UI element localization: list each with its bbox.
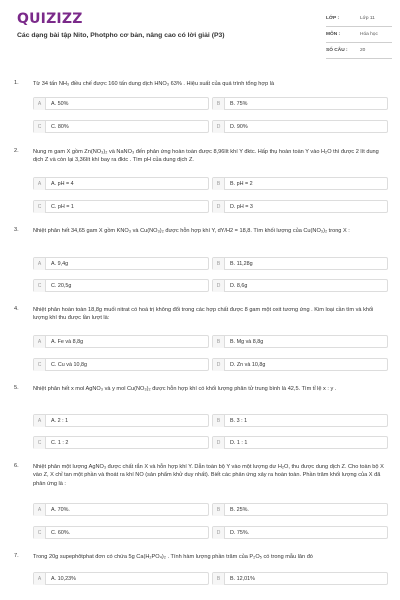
- option-text: B. 12,01%: [230, 576, 255, 582]
- question-text: Nhiệt phân hết 34,65 gam X gồm KNO₃ và Cu(NO₃)₂ được hỗn hợp khí Y, dY/H2 = 18,8. Tìm khối lượng của Cu(NO₃)₂ trong X :: [33, 228, 350, 234]
- meta-row-subject: [326, 27, 392, 43]
- option-letter: D: [213, 527, 225, 539]
- option-a[interactable]: [33, 177, 209, 190]
- option-text: C. Cu và 10,8g: [51, 362, 87, 368]
- option-text: D. 75%.: [230, 530, 250, 536]
- option-text: D. 90%: [230, 124, 248, 130]
- option-letter: B: [213, 98, 225, 110]
- question-text: Nhiệt phân một lượng AgNO₃ được chất rắn X và hỗn hợp khí Y. Dẫn toàn bộ Y vào một lượng dư H₂O, thu được dung dịch Z. Cho toàn bộ X vào Z, X chỉ tan một phần và thoát ra khí NO (sản phẩm khử duy nhất). Biết các phản ứng xảy ra hoàn toàn. Phần trăm khối lượng của X đã phản ứng là :: [33, 464, 384, 487]
- option-a[interactable]: [33, 414, 209, 427]
- question-number: 2.: [14, 148, 19, 154]
- option-text: D. pH = 3: [230, 204, 253, 210]
- question-text: Nhiệt phân hoàn toàn 18,8g muối nitrat có hoá trị không đổi trong các hợp chất được 8 gam một oxit tương ứng . Kim loại cần tìm và khối lượng khí thu được lần lượt là:: [33, 307, 374, 322]
- option-c[interactable]: [33, 358, 209, 371]
- option-text: D. 8,6g: [230, 283, 248, 289]
- quizizz-logo: QUIZIZZ: [17, 11, 83, 27]
- option-b[interactable]: [212, 414, 388, 427]
- question-text: Nung m gam X gồm Zn(NO₃)₂ và NaNO₃ đến phản ứng hoàn toàn được 8,96lít khí Y đktc. Hấp thụ hoàn toàn Y vào H₂O thì được 2 lít dung dịch Z và còn lại 3,36lít khí bay ra đktc . Tìm pH của dung dịch Z.: [33, 149, 379, 164]
- option-letter: A: [34, 415, 46, 427]
- option-text: B. 75%: [230, 101, 248, 107]
- meta-value: 20: [360, 48, 366, 53]
- question-number: 7.: [14, 553, 19, 559]
- option-c[interactable]: [33, 526, 209, 539]
- option-letter: C: [34, 121, 46, 133]
- option-d[interactable]: [212, 279, 388, 292]
- option-text: A. 50%: [51, 101, 69, 107]
- option-b[interactable]: [212, 177, 388, 190]
- option-text: B. pH = 2: [230, 181, 253, 187]
- option-letter: C: [34, 201, 46, 213]
- question-text: Trong 20g supephôtphat đơn có chứa 5g Ca(H₂PO₄)₂ . Tính hàm lượng phần trăm của P₂O₅ có trong mẫu lân đó: [33, 554, 313, 560]
- question-number: 3.: [14, 227, 19, 233]
- option-d[interactable]: [212, 200, 388, 213]
- meta-value: Hóa học: [360, 32, 378, 37]
- option-letter: C: [34, 437, 46, 449]
- option-text: C. 1 : 2: [51, 440, 69, 446]
- option-text: C. 60%.: [51, 530, 71, 536]
- option-text: B. Mg và 8,8g: [230, 339, 264, 345]
- meta-value: Lớp 11: [360, 16, 375, 21]
- question-number: 1.: [14, 80, 19, 86]
- option-letter: B: [213, 178, 225, 190]
- option-letter: A: [34, 504, 46, 516]
- option-b[interactable]: [212, 257, 388, 270]
- option-letter: B: [213, 504, 225, 516]
- document-header: [0, 0, 400, 68]
- option-letter: D: [213, 437, 225, 449]
- option-d[interactable]: [212, 526, 388, 539]
- option-letter: B: [213, 258, 225, 270]
- meta-label: SỐ CÂU :: [326, 48, 348, 53]
- option-text: A. 70%.: [51, 507, 70, 513]
- option-c[interactable]: [33, 120, 209, 133]
- option-b[interactable]: [212, 97, 388, 110]
- option-letter: A: [34, 98, 46, 110]
- option-d[interactable]: [212, 436, 388, 449]
- option-text: A. pH = 4: [51, 181, 74, 187]
- option-text: B. 11,28g: [230, 261, 253, 267]
- option-c[interactable]: [33, 200, 209, 213]
- meta-label: MÔN :: [326, 32, 341, 37]
- option-text: A. 10,23%: [51, 576, 76, 582]
- option-a[interactable]: [33, 97, 209, 110]
- meta-label: LỚP :: [326, 16, 340, 21]
- option-text: A. 9,4g: [51, 261, 69, 267]
- option-text: C. pH = 1: [51, 204, 74, 210]
- option-text: C. 20,5g: [51, 283, 72, 289]
- option-text: C. 80%: [51, 124, 69, 130]
- option-b[interactable]: [212, 503, 388, 516]
- option-letter: C: [34, 527, 46, 539]
- option-letter: A: [34, 178, 46, 190]
- option-letter: B: [213, 573, 225, 585]
- option-letter: B: [213, 336, 225, 348]
- option-a[interactable]: [33, 572, 209, 585]
- option-text: B. 3 : 1: [230, 418, 248, 424]
- option-text: A. Fe và 8,8g: [51, 339, 84, 345]
- option-a[interactable]: [33, 335, 209, 348]
- option-text: A. 2 : 1: [51, 418, 69, 424]
- meta-row-grade: [326, 11, 392, 27]
- option-letter: D: [213, 121, 225, 133]
- question-number: 5.: [14, 385, 19, 391]
- option-letter: C: [34, 280, 46, 292]
- option-letter: D: [213, 201, 225, 213]
- option-a[interactable]: [33, 257, 209, 270]
- option-letter: C: [34, 359, 46, 371]
- option-a[interactable]: [33, 503, 209, 516]
- option-text: D. 1 : 1: [230, 440, 248, 446]
- option-text: D. Zn và 10,8g: [230, 362, 266, 368]
- document-title: Các dạng bài tập Nito, Photpho cơ bản, nâng cao có lời giải (P3): [17, 32, 225, 39]
- option-letter: A: [34, 258, 46, 270]
- option-b[interactable]: [212, 572, 388, 585]
- option-d[interactable]: [212, 120, 388, 133]
- question-number: 6.: [14, 463, 19, 469]
- option-text: B. 25%.: [230, 507, 249, 513]
- option-letter: A: [34, 573, 46, 585]
- option-letter: D: [213, 280, 225, 292]
- option-letter: B: [213, 415, 225, 427]
- option-b[interactable]: [212, 335, 388, 348]
- question-text: Nhiệt phân hết x mol AgNO₃ và y mol Cu(NO₃)₂ được hỗn hợp khí có khối lượng phân tử trung bình là 42,5. Tìm tỉ lệ x : y .: [33, 386, 337, 392]
- question-text: Từ 34 tấn NH₃ điều chế được 160 tấn dung dịch HNO₃ 63% . Hiệu suất của quá trình tổng hợp là: [33, 81, 275, 87]
- option-d[interactable]: [212, 358, 388, 371]
- option-c[interactable]: [33, 436, 209, 449]
- option-c[interactable]: [33, 279, 209, 292]
- option-letter: D: [213, 359, 225, 371]
- question-number: 4.: [14, 306, 19, 312]
- option-letter: A: [34, 336, 46, 348]
- meta-row-count: [326, 43, 392, 59]
